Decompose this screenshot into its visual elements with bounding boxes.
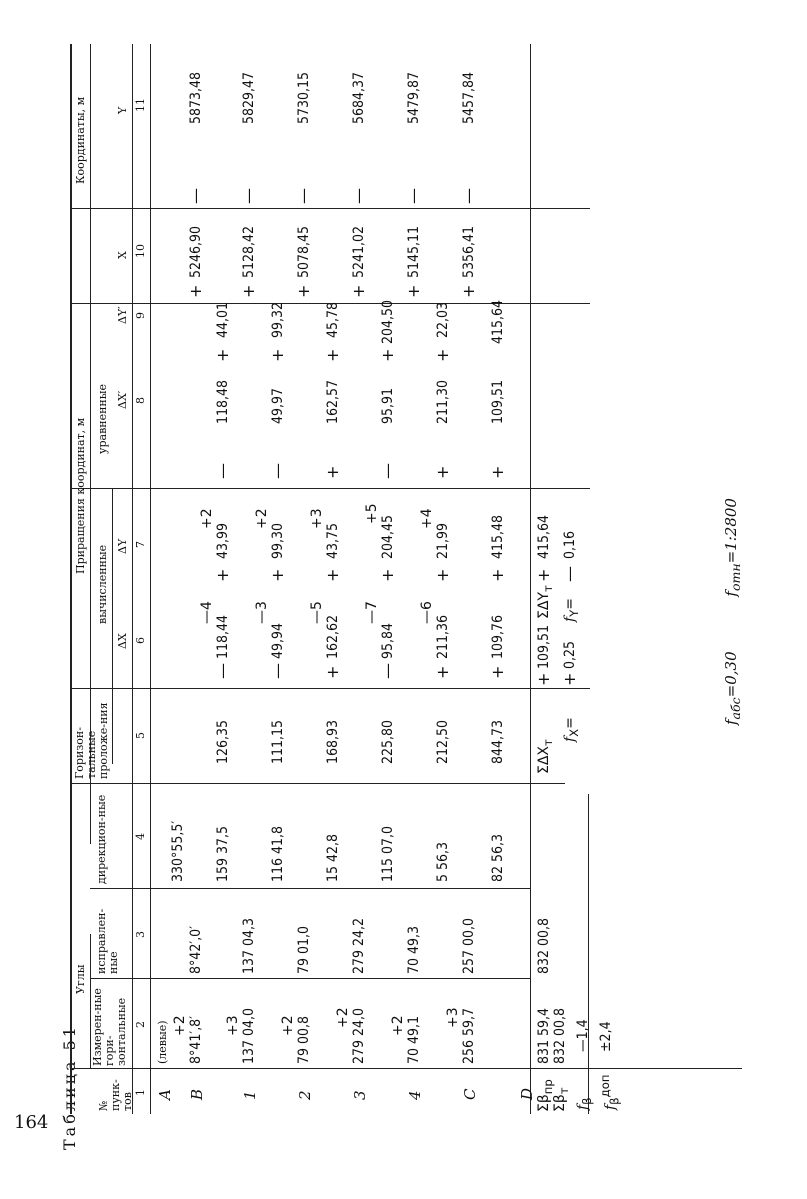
- f-beta: —1,4: [575, 1019, 591, 1052]
- dx-correction: —3: [254, 601, 270, 624]
- horizontal-distance: 212,50: [435, 719, 451, 764]
- table-top-rule: [70, 44, 72, 1114]
- dyp-sign: +: [268, 348, 287, 362]
- sum-dy-t-label: $\Sigma\Delta Y_т$: [536, 585, 555, 619]
- header-corrected: исправлен-ные: [95, 908, 120, 974]
- header-y: Y: [116, 106, 129, 114]
- dx-value: 118,44: [215, 614, 231, 659]
- header-horizontal: Горизон-тальные проложе-ния: [73, 702, 110, 779]
- y-coordinate: 5457,84: [461, 71, 477, 124]
- f-abs-value: 0,30: [722, 651, 740, 685]
- header-coordinates: Координаты, м: [74, 96, 87, 184]
- header-point-no: № пунк-тов: [97, 1079, 134, 1111]
- rule-coordinates: [90, 44, 91, 489]
- dxp-value: 49,97: [270, 387, 286, 424]
- rule-sum-row: [588, 794, 589, 1114]
- y-coordinate: 5684,37: [351, 71, 367, 124]
- dy-value: 21,99: [435, 522, 451, 559]
- sum-dx-t-label: $\Sigma\Delta X_т$: [536, 739, 555, 774]
- station-id: 3: [351, 1090, 369, 1100]
- table-title: Таблица 51: [60, 1024, 79, 1150]
- dx-sign: —: [378, 663, 397, 679]
- x-coordinate: 5246,90: [188, 225, 204, 278]
- angle-correction: +3: [225, 1015, 241, 1036]
- measured-angle: 279 24,0: [351, 1007, 367, 1064]
- f-rel-expr: $f_{отн}=1:2800$: [722, 498, 743, 597]
- col-sep-8: [70, 208, 590, 209]
- header-dxp: ΔX′: [116, 390, 129, 409]
- horizontal-distance: 126,35: [215, 719, 231, 764]
- left-angles-note: (левые): [156, 1020, 169, 1064]
- dx-correction: —6: [419, 601, 435, 624]
- col-sep-4: [70, 783, 565, 784]
- f-rel-value: 1:2800: [722, 498, 740, 551]
- x-sign: +: [349, 284, 368, 298]
- dxp-sign: +: [433, 465, 452, 479]
- fx-label: $f_X=$: [562, 717, 581, 742]
- directional-angle: 5 56,3: [435, 841, 451, 882]
- angle-correction: +2: [280, 1015, 296, 1036]
- corrected-angle: 257 00,0: [461, 917, 477, 974]
- station-id: 1: [241, 1090, 259, 1100]
- page-number: 164: [14, 1112, 49, 1133]
- horizontal-distance: 844,73: [490, 719, 506, 764]
- dyp-sign: +: [378, 348, 397, 362]
- sum-beta-pr: 831 59,4: [536, 1007, 552, 1064]
- dx-sum-sign: +: [488, 665, 507, 679]
- sum-beta-t-label: $\Sigma\beta_т$: [552, 1087, 571, 1112]
- dx-t-sign: +: [534, 672, 553, 686]
- horizontal-distance: 225,80: [380, 719, 396, 764]
- y-sign: —: [186, 188, 205, 204]
- directional-angle: 116 41,8: [270, 825, 286, 882]
- angle-correction: +2: [390, 1015, 406, 1036]
- fx-sign: +: [560, 672, 579, 686]
- rule-colnum-bottom: [150, 44, 151, 1114]
- x-sign: +: [459, 284, 478, 298]
- colnum-9: 9: [134, 312, 147, 319]
- x-sign: +: [186, 284, 205, 298]
- rule-increments: [90, 489, 91, 844]
- dy-value: 204,45: [380, 514, 396, 559]
- x-coordinate: 5128,42: [241, 225, 257, 278]
- f-beta-label: $f_\beta$: [575, 1097, 594, 1110]
- header-computed: вычисленные: [96, 544, 109, 624]
- col-sep-3: [90, 888, 530, 889]
- sum-beta-t-symbol: Σβ: [552, 1094, 568, 1112]
- dx-value: 211,36: [435, 614, 451, 659]
- dy-value: 43,99: [215, 522, 231, 559]
- corrected-angle: 79 01,0: [296, 925, 312, 974]
- dx-sign: +: [433, 665, 452, 679]
- header-increments: Приращения координат, м: [74, 417, 87, 574]
- directional-angle: 82 56,3: [490, 833, 506, 882]
- col-sep-2: [90, 978, 530, 979]
- header-directional: дирекцион-ные: [95, 794, 108, 884]
- dyp-value: 99,32: [270, 301, 286, 338]
- dy-sign: +: [213, 568, 232, 582]
- dx-value: 49,94: [270, 622, 286, 659]
- dx-sign: +: [323, 665, 342, 679]
- header-x: X: [116, 251, 129, 259]
- dyp-value: 44,01: [215, 301, 231, 338]
- header-dx: ΔX: [116, 633, 129, 649]
- header-angles: Углы: [74, 964, 87, 994]
- dy-t: 415,64: [536, 514, 552, 559]
- dy-sign: +: [268, 568, 287, 582]
- dxp-value: 95,91: [380, 387, 396, 424]
- dxp-sign: —: [378, 463, 397, 479]
- col-sep-1: [70, 1068, 742, 1069]
- colnum-4: 4: [134, 833, 147, 840]
- station-id: A: [156, 1089, 174, 1100]
- directional-angle: 115 07,0: [380, 825, 396, 882]
- sum-dx-t-symbol: ΣΔX: [536, 745, 552, 774]
- dyp-value: 45,78: [325, 301, 341, 338]
- f-abs-expr: $f_{абс}=0,30$: [722, 651, 743, 725]
- dy-value: 99,30: [270, 522, 286, 559]
- fx: 0,25: [562, 640, 578, 669]
- horizontal-distance: 168,93: [325, 719, 341, 764]
- y-coordinate: 5479,87: [406, 71, 422, 124]
- y-sign: —: [349, 188, 368, 204]
- corrected-angle: 279 24,2: [351, 917, 367, 974]
- rule-subgroups: [112, 489, 113, 764]
- x-coordinate: 5241,02: [351, 225, 367, 278]
- dy-sum: 415,48: [490, 514, 506, 559]
- header-adjusted: уравненные: [96, 383, 109, 454]
- f-beta-symbol: f: [575, 1104, 591, 1110]
- fx-symbol: f: [562, 736, 578, 742]
- rule-header-bottom: [132, 44, 133, 1114]
- colnum-7: 7: [134, 541, 147, 548]
- fy-symbol: f: [562, 616, 578, 622]
- y-coordinate: 5829,47: [241, 71, 257, 124]
- dx-correction: —5: [309, 601, 325, 624]
- header-measured: Измерен-ные гори-зонтальные: [91, 988, 128, 1066]
- sum-beta-pr-symbol: Σβ: [536, 1094, 552, 1112]
- corrected-angle: 137 04,3: [241, 917, 257, 974]
- measured-angle: 256 59,7: [461, 1007, 477, 1064]
- rule-body-bottom: [530, 44, 531, 1114]
- station-id: B: [188, 1088, 206, 1100]
- dy-sign: +: [433, 568, 452, 582]
- y-sign: —: [404, 188, 423, 204]
- dy-sign: +: [323, 568, 342, 582]
- colnum-6: 6: [134, 637, 147, 644]
- footnote: [722, 395, 743, 725]
- f-beta-dop-symbol: f: [602, 1104, 619, 1110]
- dy-sign: +: [378, 568, 397, 582]
- dy-sum-sign: +: [488, 568, 507, 582]
- y-coordinate: 5730,15: [296, 71, 312, 124]
- station-id: 4: [406, 1090, 424, 1100]
- dx-sign: —: [268, 663, 287, 679]
- sum-beta-pr-label: $\Sigma\beta_{пр}$: [536, 1079, 555, 1112]
- dyp-value: 204,50: [380, 299, 396, 344]
- directional-angle: 15 42,8: [325, 833, 341, 882]
- corrected-angle: 8°42′,0′: [188, 925, 204, 974]
- dyp-value: 22,03: [435, 301, 451, 338]
- dx-t: 109,51: [536, 624, 552, 669]
- fy: 0,16: [562, 530, 578, 559]
- col-sep-6: [70, 488, 590, 489]
- dy-correction: +4: [419, 508, 435, 529]
- angle-correction: +3: [445, 1007, 461, 1028]
- header-dy: ΔY: [116, 538, 129, 554]
- dy-correction: +2: [254, 508, 270, 529]
- horizontal-distance: 111,15: [270, 719, 286, 764]
- sum-corrected: 832 00,8: [536, 917, 552, 974]
- angle-correction: +2: [335, 1007, 351, 1028]
- angle-correction: +2: [172, 1015, 188, 1036]
- x-sign: +: [294, 284, 313, 298]
- directional-angle: 159 37,5: [215, 825, 231, 882]
- dy-correction: +2: [199, 508, 215, 529]
- y-sign: —: [294, 188, 313, 204]
- f-beta-dop: ±2,4: [598, 1021, 614, 1052]
- col-sep-5: [70, 688, 590, 689]
- dy-value: 43,75: [325, 522, 341, 559]
- f-beta-dop-label: $f_\beta^{доп}$: [598, 1074, 622, 1110]
- dy-t-sign: +: [534, 568, 553, 582]
- colnum-11: 11: [134, 98, 147, 112]
- x-coordinate: 5078,45: [296, 225, 312, 278]
- dx-sign: —: [213, 663, 232, 679]
- survey-table: [70, 44, 742, 1114]
- x-sign: +: [404, 284, 423, 298]
- dy-correction: +5: [364, 503, 380, 524]
- dx-correction: —4: [199, 601, 215, 624]
- dyp-sign: +: [433, 348, 452, 362]
- dxp-sum-sign: +: [488, 465, 507, 479]
- dxp-sum: 109,51: [490, 379, 506, 424]
- dxp-sign: +: [323, 465, 342, 479]
- header-dyp: ΔY′: [116, 306, 129, 324]
- measured-angle: 137 04,0: [241, 1007, 257, 1064]
- x-coordinate: 5356,41: [461, 225, 477, 278]
- fy-label: $f_Y=$: [562, 597, 581, 622]
- station-id: D: [518, 1087, 536, 1100]
- colnum-10: 10: [134, 244, 147, 258]
- measured-angle: 70 49,1: [406, 1015, 422, 1064]
- y-sign: —: [239, 188, 258, 204]
- measured-angle: 8°41′,8′: [188, 1015, 204, 1064]
- y-coordinate: 5873,48: [188, 71, 204, 124]
- station-id: 2: [296, 1090, 314, 1100]
- x-sign: +: [239, 284, 258, 298]
- colnum-1: 1: [134, 1089, 147, 1096]
- station-id: C: [461, 1088, 479, 1100]
- dyp-sign: +: [323, 348, 342, 362]
- colnum-3: 3: [134, 931, 147, 938]
- directional-angle: 330°55,5′: [170, 820, 186, 882]
- dy-correction: +3: [309, 508, 325, 529]
- colnum-5: 5: [134, 732, 147, 739]
- dxp-value: 118,48: [215, 379, 231, 424]
- dxp-sign: —: [213, 463, 232, 479]
- fy-sign: —: [560, 566, 579, 582]
- corrected-angle: 70 49,3: [406, 925, 422, 974]
- sum-dy-t-symbol: ΣΔY: [536, 592, 552, 619]
- dxp-value: 162,57: [325, 379, 341, 424]
- x-coordinate: 5145,11: [406, 225, 422, 278]
- dx-sum: 109,76: [490, 614, 506, 659]
- colnum-2: 2: [134, 1021, 147, 1028]
- dx-value: 95,84: [380, 622, 396, 659]
- measured-angle: 79 00,8: [296, 1015, 312, 1064]
- dyp-sign: +: [213, 348, 232, 362]
- dyp-sum: 415,64: [490, 299, 506, 344]
- dx-value: 162,62: [325, 614, 341, 659]
- colnum-8: 8: [134, 397, 147, 404]
- dx-correction: —7: [364, 601, 380, 624]
- y-sign: —: [459, 188, 478, 204]
- sum-beta-t: 832 00,8: [552, 1007, 568, 1064]
- dxp-value: 211,30: [435, 379, 451, 424]
- dxp-sign: —: [268, 463, 287, 479]
